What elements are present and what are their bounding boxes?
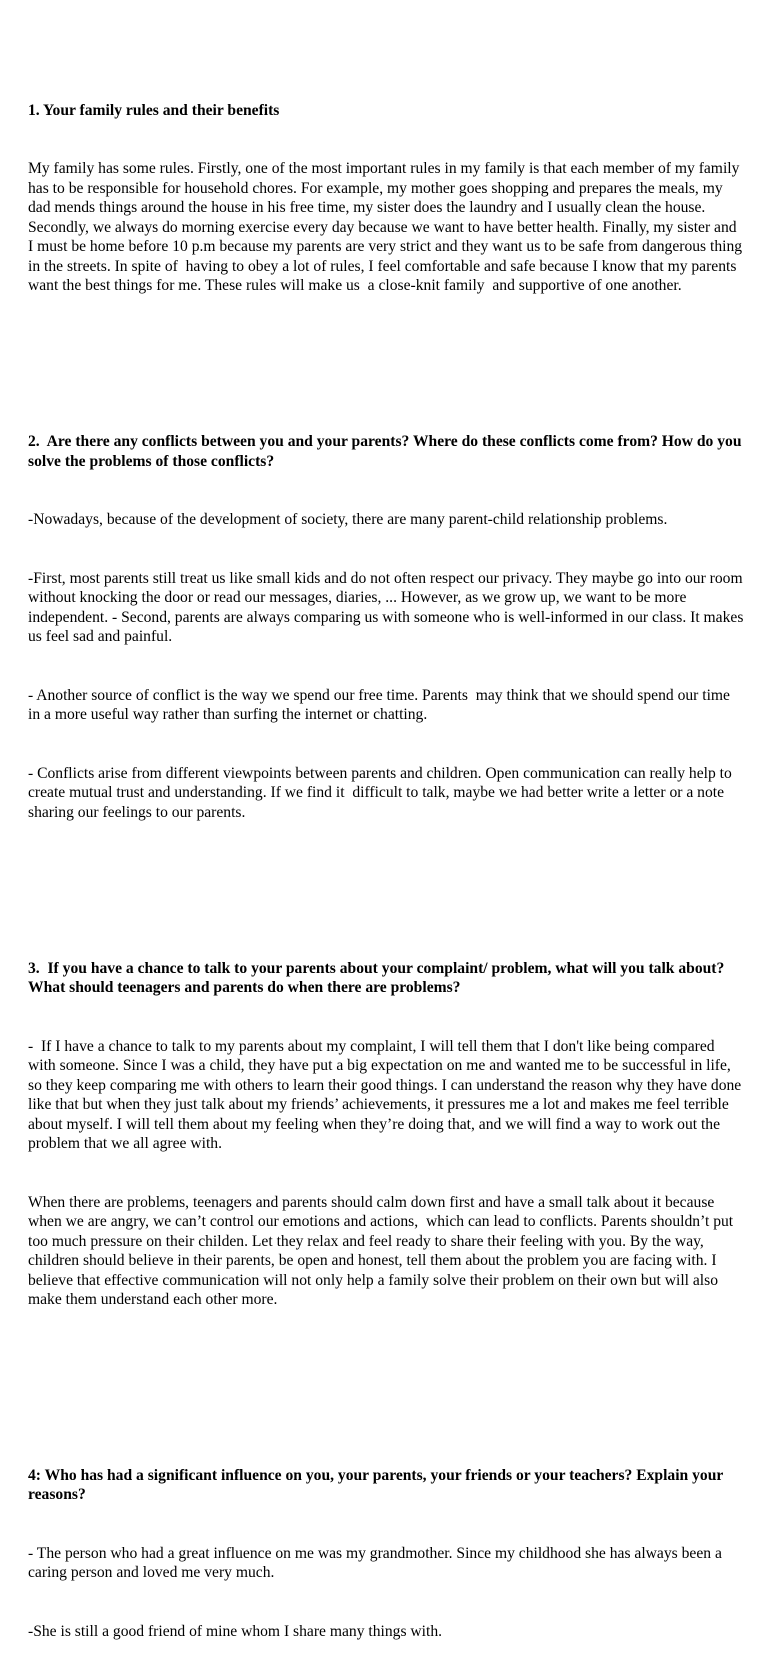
section-3-paragraph: - If I have a chance to talk to my parents about my complaint, I will tell them that I don't like being compared with someone. Since I was a child, they have put a big expectation on me and wanted me to be successful in life, so they keep comparing me with others to learn their good things. I can understand the reason why they have done like that but when they just talk about my friends’ achievements, it pressures me a lot and makes me feel terrible about myself. I will tell them about my feeling when they’re doing that, and we will find a way to work out the problem that we all agree with. <box>28 1037 746 1152</box>
section-2-question: 2. Are there any conflicts between you and your parents? Where do these conflicts come from? How do you solve the problems of those conflicts? <box>28 433 746 470</box>
section-2-paragraph: - Conflicts arise from different viewpoints between parents and children. Open communication can really help to create mutual trust and understanding. If we find it difficult to talk, maybe we had better write a letter or a note sharing our feelings to our parents. <box>28 764 736 821</box>
section-4-question: 4: Who has had a significant influence on you, your parents, your friends or your teachers? Explain your reasons? <box>28 1466 727 1503</box>
section-spacer <box>28 335 744 355</box>
section-2-paragraph: -First, most parents still treat us like small kids and do not often respect our privacy. They maybe go into our room without knocking the door or read our messages, diaries, ... However, as we grow up, we want to be more independent. - Second, parents are always comparing us with someone who is well-informed in our class. It makes us feel sad and painful. <box>28 569 748 645</box>
section-2-paragraph: -Nowadays, because of the development of society, there are many parent-child relationship problems. <box>28 511 668 528</box>
section-3-question: 3. If you have a chance to talk to your parents about your complaint/ problem, what will you talk about? What should teenagers and parents do when there are problems? <box>28 959 728 996</box>
section-1-paragraph: My family has some rules. Firstly, one of the most important rules in my family is that each member of my family has to be responsible for household chores. For example, my mother goes shopping and prepares the meals, my dad mends things around the house in his free time, my sister does the laundry and I usually clean the house. Secondly, we always do morning exercise every day because we want to have better health. Finally, my sister and I must be home before 10 p.m because my parents are very strict and they want us to be safe from dangerous thing in the streets. In spite of having to obey a lot of rules, I feel comfortable and safe because I know that my parents want the best things for me. These rules will make us a close-knit family and supportive of one another. <box>28 160 746 294</box>
section-4-paragraph: - The person who had a great influence on me was my grandmother. Since my childhood she has always been a caring person and loved me very much. <box>28 1544 726 1581</box>
section-2-paragraph: - Another source of conflict is the way we spend our free time. Parents may think that we should spend our time in a more useful way rather than surfing the internet or chatting. <box>28 686 734 723</box>
section-4-paragraph: -She is still a good friend of mine whom I share many things with. <box>28 1622 443 1640</box>
section-spacer <box>28 1349 744 1388</box>
section-3-paragraph: When there are problems, teenagers and parents should calm down first and have a small talk about it because when we are angry, we can’t control our emotions and actions, which can lead to conflicts. Parents shouldn’t put too much pressure on their childen. Let they relax and feel ready to share their feeling with you. By the way, children should believe in their parents, be open and honest, tell them about the problem you are facing with. I believe that effective communication will not only help a family solve their problem on their own but will also make them understand each other more. <box>28 1193 738 1308</box>
section-spacer <box>28 861 744 881</box>
document-page <box>28 42 748 1661</box>
section-1-question: 1. Your family rules and their benefits <box>28 101 280 119</box>
